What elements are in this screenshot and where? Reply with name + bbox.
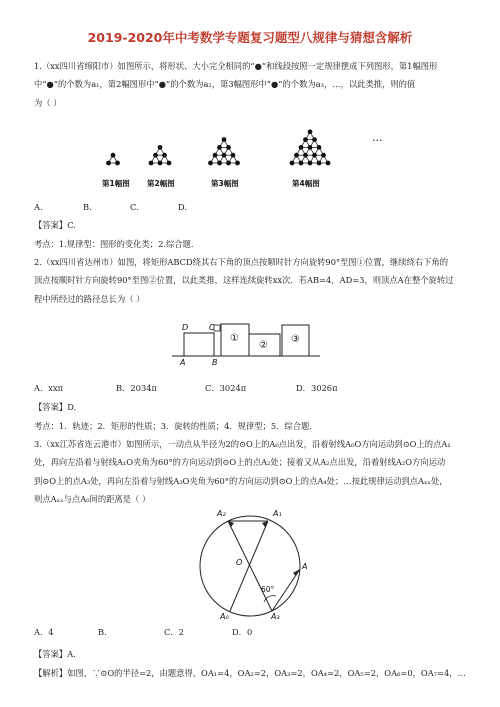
q3-jiexi: 【解析】如图，∵⊙O的半径=2，由题意得，OA₁=4，OA₂=2，OA₃=2，OA₄=2，OA₅=2，OA₆=0，OA₇=4，… [34,668,466,678]
q1-figure-label-2: 第2幅图 [147,179,175,188]
q1-figure-label-1: 第1幅图 [102,179,130,188]
q1-figure-label-4: 第4幅图 [292,179,320,188]
q2-option-a: A．xxπ [34,383,64,393]
q2-label-c: C [209,323,215,332]
q1-option-c: C. [130,202,139,212]
q2-label-circled-2: ② [259,340,268,351]
q2-option-b: B．2034π [116,383,157,393]
q3-line-1: 3.（xx江苏省连云港市）如图所示，一动点从半径为2的⊙O上的A₀点出发，沿着射线A₀O方向运动到⊙O上的点A₁ [34,439,451,449]
q1-line-2: 中“●”的个数为a₁，第2幅图形中“●”的个数为a₂，第3幅图形中“●”的个数为a₃，…，以此类推，则的值 [34,79,416,89]
q1-ellipsis: ··· [372,134,383,147]
q1-option-b: B. [83,202,92,212]
q2-line-1: 2.（xx四川省达州市）如图，将矩形ABCD绕其右下角的顶点按顺时针方向旋转90°至图①位置，继续绕右下角的 [34,257,448,267]
q2-option-c: C．3024π [205,383,247,393]
q3-answer: 【答案】A. [34,649,76,659]
q3-line-4: 则点Aₓₓ与点A₀间的距离是（ ） [34,494,151,504]
q2-label-circled-3: ③ [291,334,300,345]
q3-label-a2: A₂ [217,509,226,518]
q2-line-3: 程中所经过的路径总长为（ ） [34,294,145,304]
q2-kaodian: 考点：1．轨迹；2．矩形的性质；3．旋转的性质；4．规律型；5．综合题． [34,421,318,431]
q3-label-a1: A₁ [273,509,282,518]
q1-line-3: 为（ ） [34,98,62,108]
q2-option-d: D．3026π [296,383,338,393]
q3-label-a0: A₀ [220,612,229,621]
q3-option-d: D．0 [232,627,253,637]
q3-label-o: O [236,558,243,567]
q1-option-a: A. [34,202,43,212]
q1-kaodian: 考点：1.规律型：图形的变化类；2.综合题. [34,239,194,249]
q2-line-2: 顶点按顺时针方向旋转90°至图②位置，以此类推，这样连续旋转xx次．若AB=4，AD=3，则顶点A在整个旋转过 [34,275,454,285]
q2-label-circled-1: ① [230,333,239,344]
q3-option-c: C．2 [164,627,184,637]
q3-label-a4: A [302,562,308,571]
q2-answer: 【答案】D. [34,402,77,412]
q3-option-a: A．4 [34,627,54,637]
q2-label-d: D [182,323,189,332]
q1-option-d: D. [178,202,187,212]
q1-line-1: 1.（xx四川省绵阳市）如图所示，将形状、大小完全相同的“●”和线段按照一定规律摆成下列图形，第1幅图形 [34,61,438,71]
q3-line-2: 处，再向左沿着与射线A₁O夹角为60°的方向运动到⊙O上的点A₂处；接着又从A₂点出发，沿着射线A₂O方向运动 [34,457,446,467]
q3-label-angle: 60° [261,585,275,594]
q3-label-a3: A₃ [271,612,280,621]
q2-label-b: B [212,358,218,367]
q3-option-b: B． [98,627,113,637]
q1-figure-label-3: 第3幅图 [211,179,239,188]
q2-label-a: A [180,358,186,367]
q1-answer: 【答案】C. [34,220,76,230]
page-title: 2019-2020年中考数学专题复习题型八规律与猜想含解析 [87,30,413,45]
q3-line-3: 到⊙O上的点A₃处，再向左沿着与射线A₃O夹角为60°的方向运动到⊙O上的点A₄处；…按此规律运动到点Aₓₓ处， [34,476,448,486]
